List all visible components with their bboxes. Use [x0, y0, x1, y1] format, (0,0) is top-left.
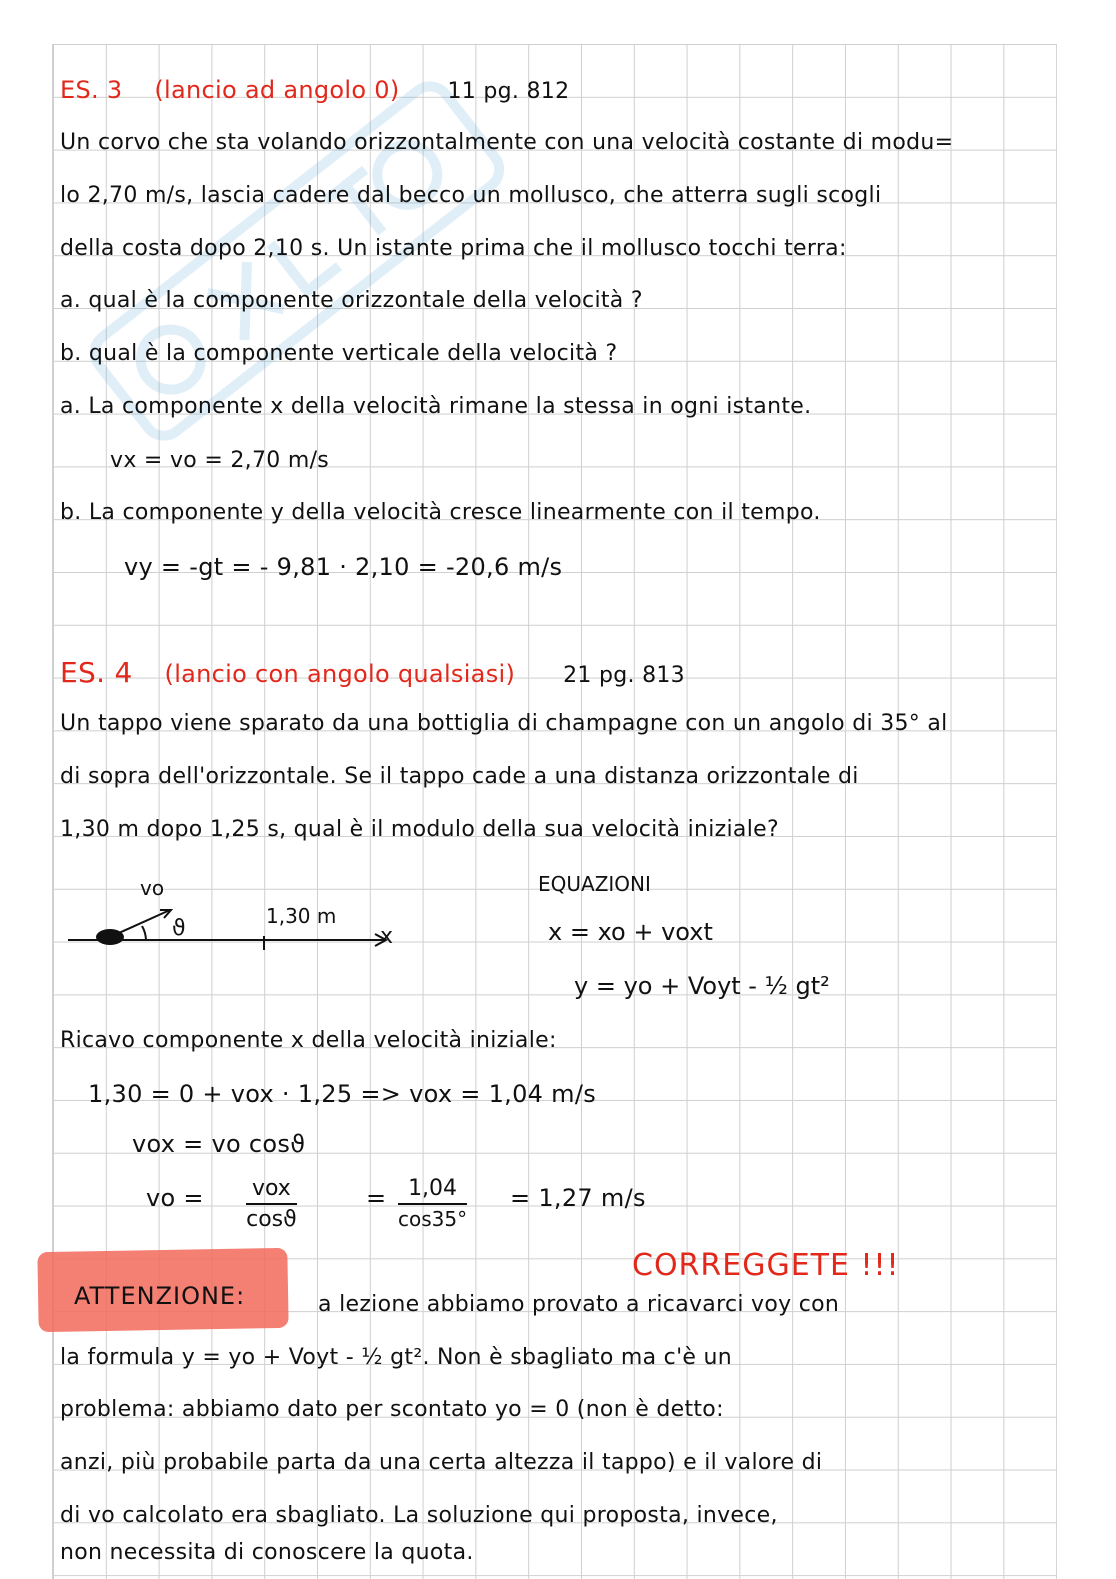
es3-answer-b-equation: vy = -gt = - 9,81 · 2,10 = -20,6 m/s	[124, 553, 563, 581]
diagram-distance-label: 1,30 m	[266, 904, 337, 928]
es3-header-ref: 11 pg. 812	[447, 79, 570, 104]
es4-calc-3-result: = 1,27 m/s	[510, 1184, 646, 1212]
attention-text-1: a lezione abbiamo provato a ricavarci voy con	[318, 1292, 840, 1317]
es4-header-ref: 21 pg. 813	[563, 663, 685, 688]
diagram-v-label: vo	[140, 876, 165, 900]
attention-text-2: la formula y = yo + Voyt - ½ gt². Non è sbagliato ma c'è un	[60, 1345, 733, 1370]
es4-text-2: di sopra dell'orizzontale. Se il tappo cade a una distanza orizzontale di	[60, 764, 859, 789]
equation-x: x = xo + voxt	[548, 918, 713, 946]
es3-text-3: della costa dopo 2,10 s. Un istante prima che il mollusco tocchi terra:	[60, 236, 847, 261]
angle-arc	[142, 926, 146, 940]
correct-label: CORREGGETE !!!	[632, 1248, 900, 1283]
fraction-1-numerator: vox	[246, 1176, 297, 1205]
attention-label: ATTENZIONE:	[74, 1282, 246, 1310]
diagram-axis-label: x	[380, 924, 394, 949]
es3-question-a: a. qual è la componente orizzontale della velocità ?	[60, 288, 643, 313]
attention-text-4: anzi, più probabile parta da una certa altezza il tappo) e il valore di	[60, 1450, 823, 1475]
es4-calc-3-lhs: vo =	[146, 1184, 204, 1212]
es4-calc-2: vox = vo cosϑ	[132, 1130, 306, 1158]
es3-header-label: ES. 3	[60, 76, 123, 104]
trajectory-diagram	[60, 870, 420, 960]
fraction-104-over-cos35	[398, 1176, 467, 1231]
es3-header	[60, 76, 569, 104]
es4-calc-3-eq: =	[366, 1184, 387, 1212]
equation-y: y = yo + Voyt - ½ gt²	[574, 972, 830, 1000]
fraction-2-numerator: 1,04	[398, 1176, 467, 1205]
fraction-2-denominator: cos35°	[398, 1207, 468, 1231]
attention-text-5: di vo calcolato era sbagliato. La soluzione qui proposta, invece,	[60, 1503, 778, 1528]
diagram-theta-label: ϑ	[172, 916, 186, 941]
attention-text-6: non necessita di conoscere la quota.	[60, 1540, 474, 1565]
es3-answer-a-equation: vx = vo = 2,70 m/s	[110, 448, 330, 473]
es4-ricavo: Ricavo componente x della velocità iniziale:	[60, 1028, 557, 1053]
fraction-1-denominator: cosϑ	[246, 1207, 297, 1232]
es3-answer-b: b. La componente y della velocità cresce linearmente con il tempo.	[60, 500, 821, 525]
velocity-vector	[110, 910, 170, 937]
es3-header-paren: (lancio ad angolo 0)	[154, 76, 400, 104]
es4-text-1: Un tappo viene sparato da una bottiglia di champagne con un angolo di 35° al	[60, 711, 948, 736]
es4-text-3: 1,30 m dopo 1,25 s, qual è il modulo della sua velocità iniziale?	[60, 817, 779, 842]
fraction-vox-over-cos	[246, 1176, 297, 1232]
es3-text-2: lo 2,70 m/s, lascia cadere dal becco un mollusco, che atterra sugli scogli	[60, 183, 882, 208]
es4-header-paren: (lancio con angolo qualsiasi)	[164, 660, 516, 688]
es3-question-b: b. qual è la componente verticale della velocità ?	[60, 341, 618, 366]
equations-title: EQUAZIONI	[538, 872, 651, 896]
es3-answer-a: a. La componente x della velocità rimane la stessa in ogni istante.	[60, 394, 812, 419]
attention-text-3: problema: abbiamo dato per scontato yo = 0 (non è detto:	[60, 1397, 724, 1422]
es3-text-1: Un corvo che sta volando orizzontalmente con una velocità costante di modu=	[60, 130, 954, 155]
es4-header	[60, 656, 685, 689]
trajectory-diagram-svg	[60, 870, 420, 960]
es4-calc-1: 1,30 = 0 + vox · 1,25 => vox = 1,04 m/s	[88, 1080, 597, 1108]
es4-header-label: ES. 4	[60, 656, 133, 689]
